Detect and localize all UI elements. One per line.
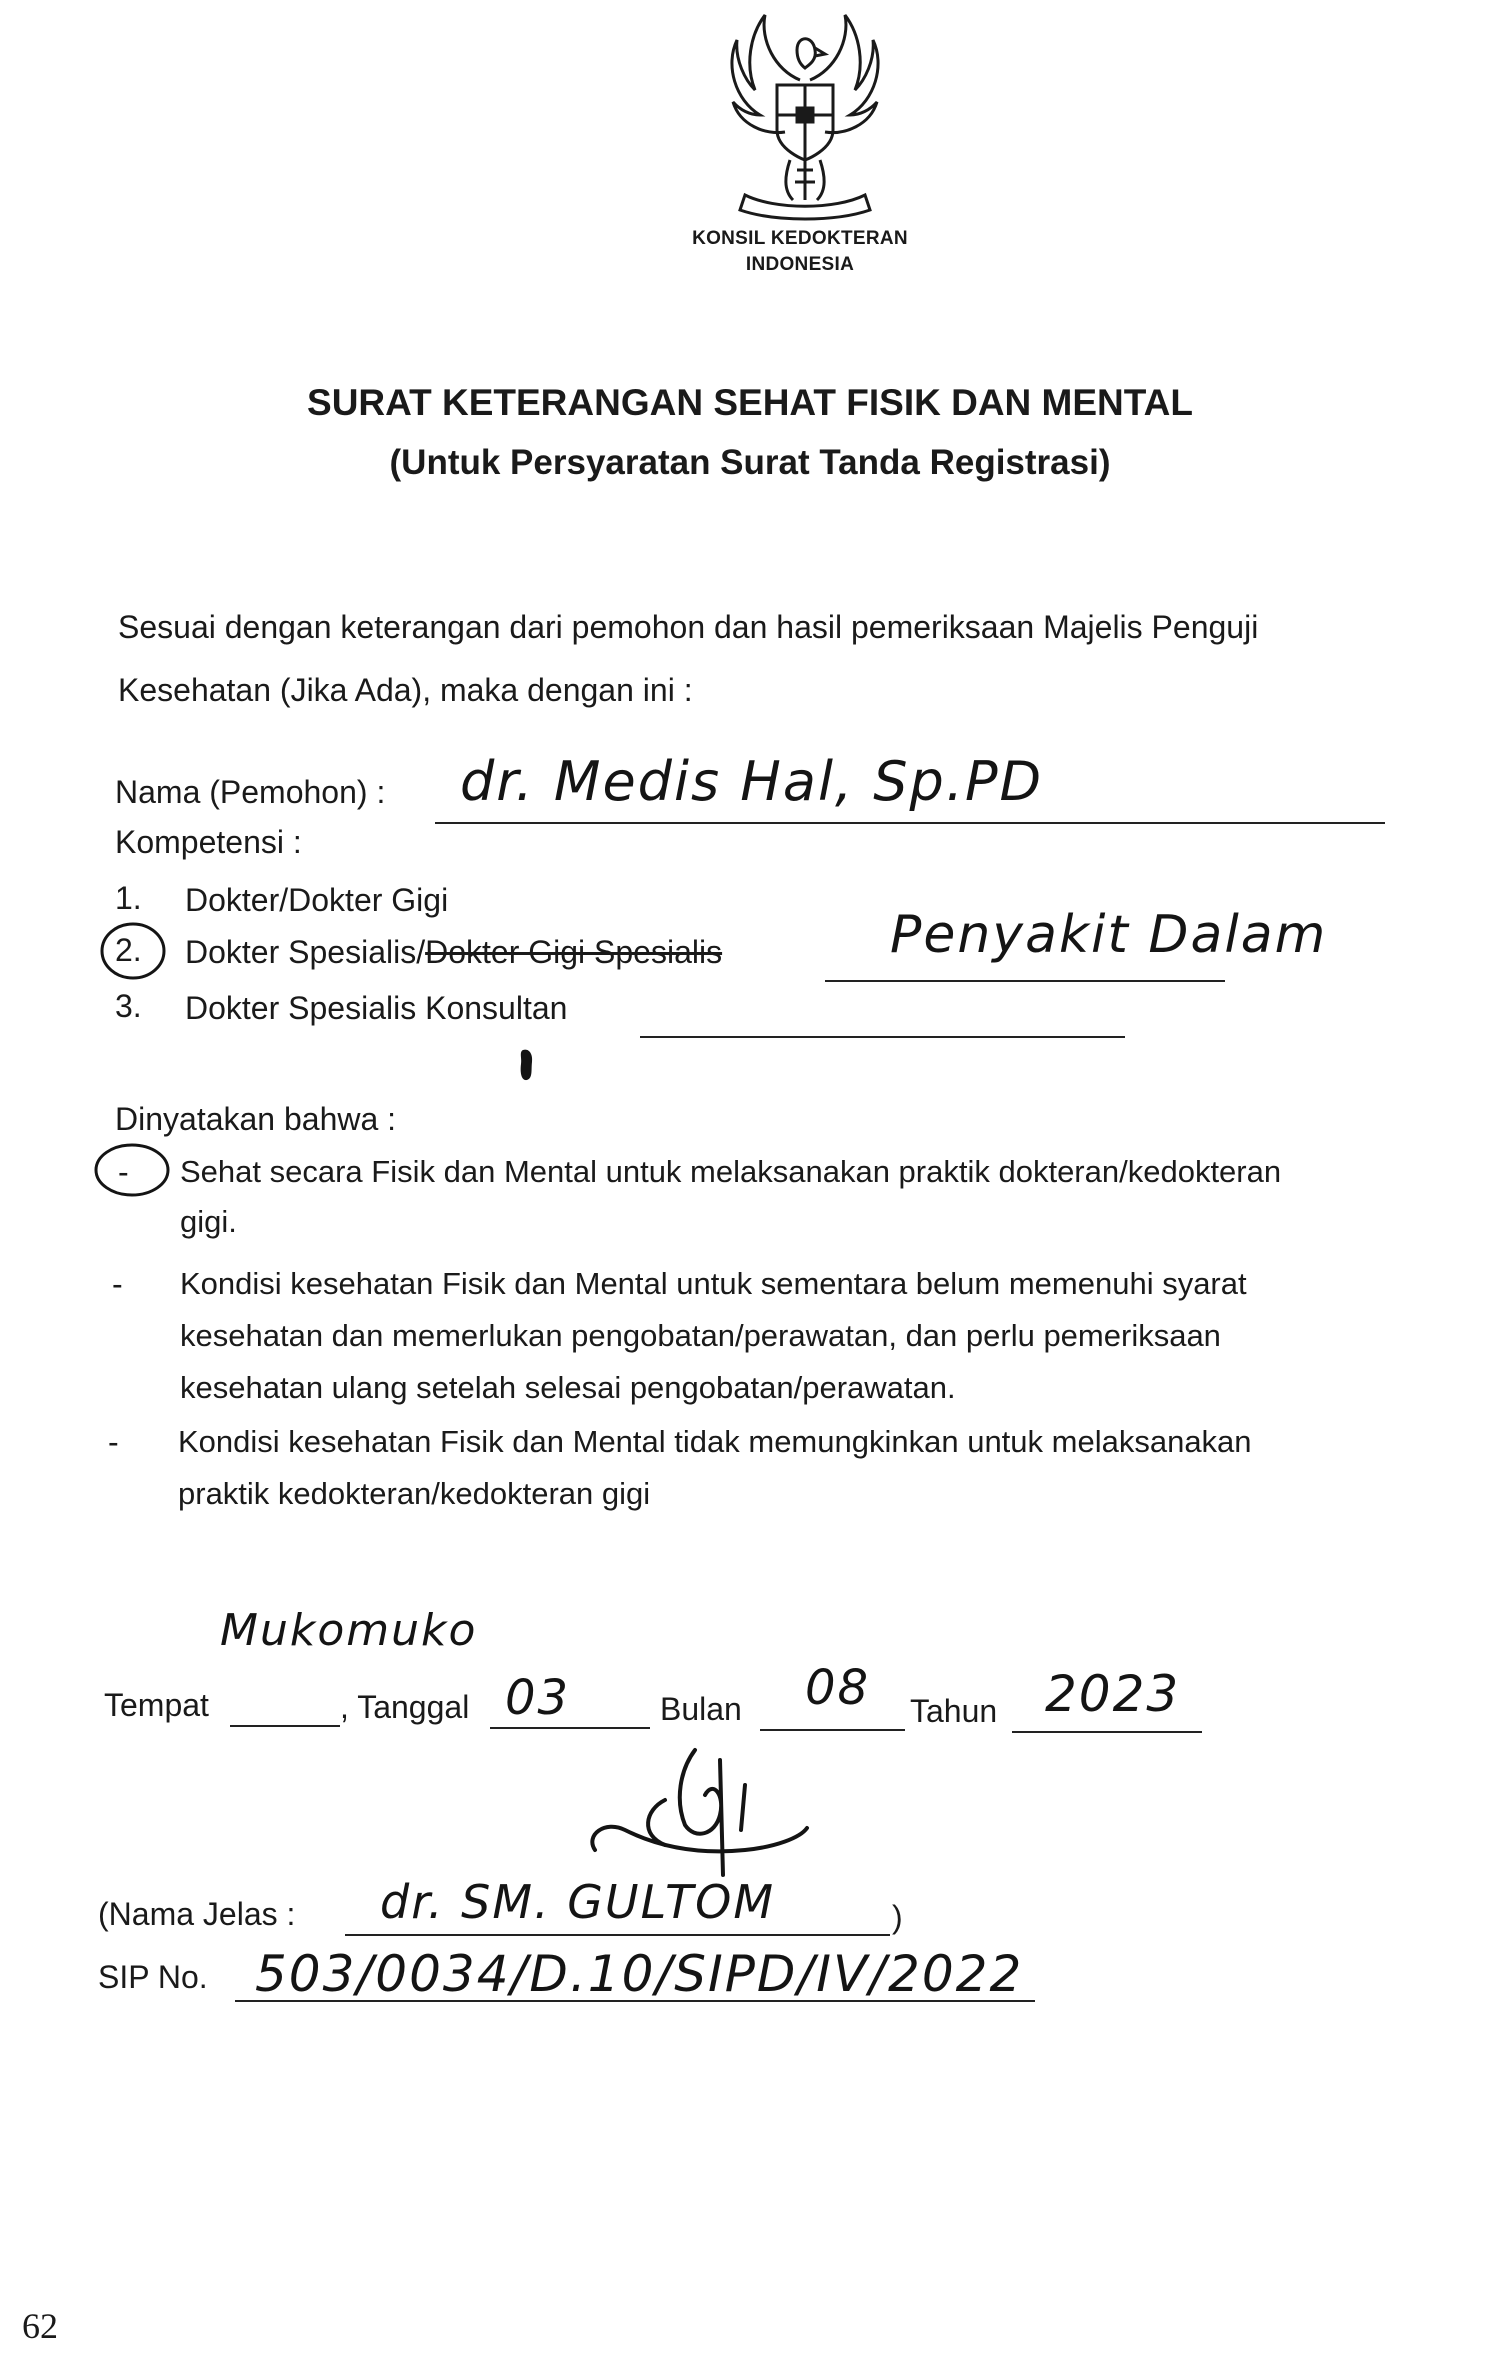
statement-label: Dinyatakan bahwa : — [115, 1101, 397, 1137]
signer-name-line — [345, 1934, 890, 1936]
competence-item-3: Dokter Spesialis Konsultan — [185, 990, 568, 1026]
sip-handwritten: 503/0034/D.10/SIPD/IV/2022 — [255, 1945, 1024, 2003]
statement-bullet-1: - — [118, 1154, 129, 1190]
year-line — [1012, 1731, 1202, 1733]
month-line — [760, 1729, 905, 1731]
applicant-name-handwritten: dr. Medis Hal, Sp.PD — [460, 750, 1044, 813]
statement-2-line3: kesehatan ulang setelah selesai pengobatan/perawatan. — [180, 1370, 956, 1405]
statement-bullet-3: - — [108, 1424, 119, 1460]
statement-3-line1: Kondisi kesehatan Fisik dan Mental tidak memungkinkan untuk melaksanakan — [178, 1424, 1252, 1459]
statement-1-line2: gigi. — [180, 1204, 237, 1239]
specialty-handwritten: Penyakit Dalam — [890, 905, 1328, 965]
competence-item-2 — [185, 930, 722, 974]
year-handwritten: 2023 — [1045, 1665, 1181, 1723]
garuda-emblem-icon — [705, 10, 905, 225]
signer-name-label: (Nama Jelas : — [98, 1896, 296, 1932]
place-handwritten: Mukomuko — [220, 1605, 478, 1656]
month-handwritten: 08 — [805, 1660, 871, 1716]
signer-name-close: ) — [892, 1899, 903, 1935]
sip-label: SIP No. — [98, 1959, 208, 1995]
statement-2-line1: Kondisi kesehatan Fisik dan Mental untuk sementara belum memenuhi syarat — [180, 1266, 1247, 1301]
signature — [545, 1740, 815, 1880]
competence-num-1: 1. — [115, 880, 142, 916]
competence-item-2-struck: Dokter Gigi Spesialis — [425, 934, 723, 970]
competence-num-2: 2. — [115, 932, 142, 968]
month-label: Bulan — [660, 1691, 742, 1727]
consultant-line — [640, 1036, 1125, 1038]
council-line1: KONSIL KEDOKTERAN — [692, 228, 908, 249]
intro-line2: Kesehatan (Jika Ada), maka dengan ini : — [118, 672, 693, 708]
document-title: SURAT KETERANGAN SEHAT FISIK DAN MENTAL — [307, 382, 1193, 423]
specialty-line — [825, 980, 1225, 982]
place-label: Tempat — [104, 1687, 209, 1723]
date-handwritten: 03 — [505, 1670, 571, 1726]
statement-3-line2: praktik kedokteran/kedokteran gigi — [178, 1476, 651, 1511]
intro-line1: Sesuai dengan keterangan dari pemohon dan hasil pemeriksaan Majelis Penguji — [118, 609, 1259, 645]
selection-circle-icon — [92, 1140, 172, 1200]
statement-2-line2: kesehatan dan memerlukan pengobatan/perawatan, dan perlu pemeriksaan — [180, 1318, 1221, 1353]
competence-item-1: Dokter/Dokter Gigi — [185, 882, 449, 918]
council-line2: INDONESIA — [745, 254, 855, 275]
competence-item-2-text: Dokter Spesialis/ — [185, 934, 426, 970]
place-line — [230, 1725, 340, 1727]
ink-mark-icon — [515, 1048, 539, 1082]
document-subtitle: (Untuk Persyaratan Surat Tanda Registrasi) — [389, 443, 1111, 482]
signer-name-handwritten: dr. SM. GULTOM — [380, 1875, 776, 1929]
statement-1-line1: Sehat secara Fisik dan Mental untuk melaksanakan praktik dokteran/kedokteran — [180, 1154, 1282, 1189]
page-number: 62 — [22, 2306, 58, 2346]
competence-label: Kompetensi : — [115, 824, 302, 860]
competence-num-3: 3. — [115, 988, 142, 1024]
date-label: , Tanggal — [340, 1689, 470, 1725]
applicant-line — [435, 822, 1385, 824]
year-label: Tahun — [910, 1693, 998, 1729]
statement-bullet-2: - — [112, 1266, 123, 1302]
council-name — [600, 226, 1000, 278]
applicant-label: Nama (Pemohon) : — [115, 774, 386, 810]
date-line — [490, 1727, 650, 1729]
